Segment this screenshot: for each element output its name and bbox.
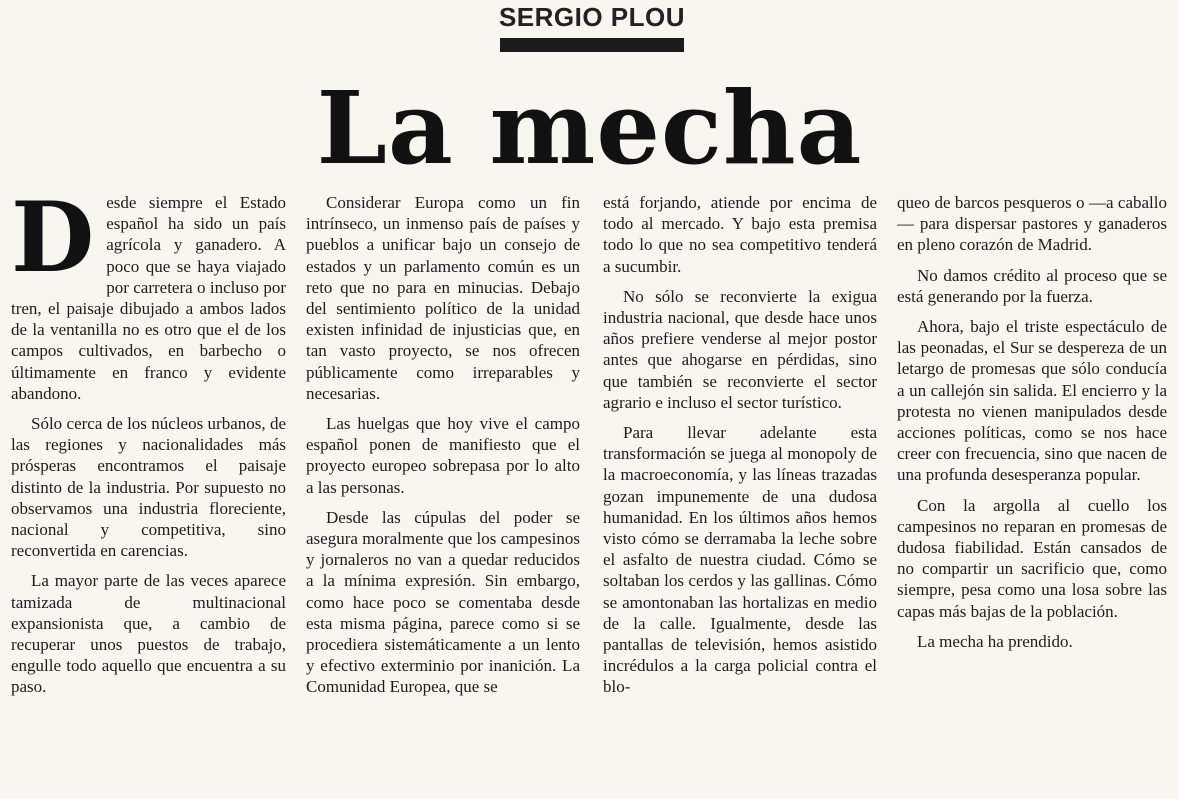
paragraph: La mayor parte de las veces aparece tamizada de multinacional expansionista que, a cambio de recuperar unos puestos de trabajo, engulle todo aquello que encuentra a su paso. — [11, 571, 286, 697]
article-column-1 — [11, 192, 286, 799]
article-headline: La mecha — [316, 69, 863, 187]
author-byline: SERGIO PLOU — [498, 2, 686, 32]
paragraph: Con la argolla al cuello los campesinos no reparan en promesas de dudosa fiabilidad. Están cansados de no compartir un sacrificio que, como siempre, pesa como una losa sobre las capas más bajas de la población. — [897, 495, 1167, 621]
paragraph: queo de barcos pesqueros o —a caballo— para dispersar pastores y ganaderos en pleno corazón de Madrid. — [897, 193, 1167, 255]
paragraph: No damos crédito al proceso que se está generando por la fuerza. — [897, 265, 1167, 306]
article-column-3 — [603, 192, 877, 799]
paragraph: Desde las cúpulas del poder se asegura moralmente que los campesinos y jornaleros no van a quedar reducidos a la mínima expresión. Sin embargo, como hace poco se comentaba desde esta misma página, parece como si se procediera sistemáticamente a un lento y efectivo exterminio por inanición. La Comunidad Europea, que se — [306, 507, 580, 697]
byline-rule — [500, 38, 684, 52]
paragraph: La mecha ha prendido. — [917, 631, 1073, 651]
paragraph: está forjando, atiende por encima de todo al mercado. Y bajo esta premisa todo lo que no sea competitivo tenderá a sucumbir. — [603, 193, 877, 276]
paragraph — [11, 192, 286, 404]
paragraph: Ahora, bajo el triste espectáculo de las peonadas, el Sur se despereza de un letargo de promesas que sólo conducía a un callejón sin salida. El encierro y la protesta no vienen manipulados desde acciones políticas, como se nos hace creer con frecuencia, sino que nacen de una profunda desesperanza popular. — [897, 317, 1167, 485]
article-column-2 — [306, 192, 580, 799]
paragraph: Considerar Europa como un fin intrínseco, un inmenso país de países y pueblos a unificar bajo un consejo de estados y un parlamento común es un reto que no para en minucias. Debajo del sentimiento político de la unidad existen infinidad de injusticias que, en tan vasto proyecto, se nos ofrecen públicamente como irreparables y necesarias. — [306, 193, 580, 403]
paragraph-text: esde siempre el Estado español ha sido un país agrícola y ganadero. A poco que se haya viajado por carretera o incluso por tren, el paisaje dibujado a ambos lados de la ventanilla no es otro que el de los campos cultivados, en barbecho o últimamente en franco y evidente abandono. — [11, 193, 286, 403]
paragraph: Para llevar adelante esta transformación se juega al monopoly de la macroeconomía, y las líneas trazadas gozan impunemente de una dudosa humanidad. En los últimos años hemos visto cómo se derramaba la leche sobre el asfalto de nuestra ciudad. Cómo se soltaban los cerdos y las gallinas. Cómo se amontonaban las hortalizas en medio de la calle. Igualmente, desde las pantallas de televisión, hemos asistido incrédulos a la carga policial contra el blo- — [603, 423, 877, 697]
drop-cap: D — [11, 192, 95, 294]
paragraph: Las huelgas que hoy vive el campo español ponen de manifiesto que el proyecto europeo sobrepasa por lo alto a las personas. — [306, 414, 580, 497]
article-column-4 — [897, 192, 1167, 799]
paragraph: Sólo cerca de los núcleos urbanos, de las regiones y nacionalidades más prósperas encontramos el paisaje distinto de la industria. Por supuesto no observamos una industria floreciente, nacional y competitiva, sino reconvertida en carencias. — [11, 414, 286, 561]
paragraph: No sólo se reconvierte la exigua industria nacional, que desde hace unos años prefiere venderse al mejor postor antes que ahogarse en pérdidas, sino que también se reconvierte el sector agrario e incluso el sector turístico. — [603, 286, 877, 412]
